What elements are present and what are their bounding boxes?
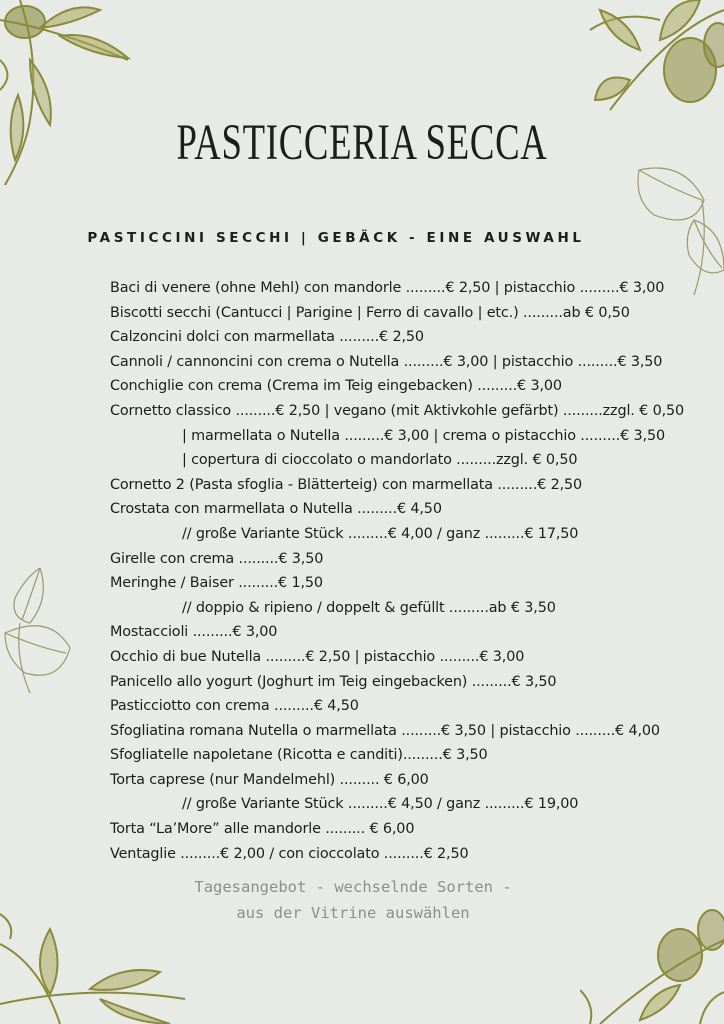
- menu-item: Biscotti secchi (Cantucci | Parigine | Ferro di cavallo | etc.) .........ab € 0,50: [110, 304, 630, 321]
- menu-item-variant: // große Variante Stück .........€ 4,50 / ganz .........€ 19,00: [182, 796, 579, 813]
- menu-item: Cornetto 2 (Pasta sfoglia - Blätterteig) con marmellata .........€ 2,50: [110, 476, 583, 493]
- menu-item: Meringhe / Baiser .........€ 1,50: [110, 575, 323, 592]
- menu-item-variant: // große Variante Stück .........€ 4,00 / ganz .........€ 17,50: [182, 525, 579, 542]
- menu-item: Panicello allo yogurt (Joghurt im Teig eingebacken) .........€ 3,50: [110, 673, 557, 690]
- menu-item-variant: | copertura di cioccolato o mandorlato .........zzgl. € 0,50: [182, 452, 578, 469]
- menu-item: Baci di venere (ohne Mehl) con mandorle .........€ 2,50 | pistacchio .........€ 3,00: [110, 280, 665, 296]
- menu-item: Sfogliatina romana Nutella o marmellata .........€ 3,50 | pistacchio .........€ 4,00: [110, 722, 660, 739]
- menu-item-variant: // doppio & ripieno / doppelt & gefüllt .........ab € 3,50: [182, 599, 556, 616]
- menu-item: Pasticciotto con crema .........€ 4,50: [110, 698, 359, 715]
- menu-item: Torta “La’More” alle mandorle ......... € 6,00: [110, 821, 415, 838]
- footer-line-1: Tagesangebot - wechselnde Sorten -: [194, 878, 512, 896]
- menu-item: Occhio di bue Nutella .........€ 2,50 | pistacchio .........€ 3,00: [110, 648, 525, 665]
- menu-item: Ventaglie .........€ 2,00 / con cioccolato .........€ 2,50: [110, 845, 469, 862]
- menu-item: Torta caprese (nur Mandelmehl) ......... € 6,00: [110, 771, 429, 788]
- page-title: PASTICCERIA SECCA: [176, 115, 548, 171]
- menu-list: [110, 276, 684, 866]
- menu-item: Calzoncini dolci con marmellata .........€ 2,50: [110, 329, 424, 346]
- menu-item: Cornetto classico .........€ 2,50 | vegano (mit Aktivkohle gefärbt) .........zzgl. € 0,50: [110, 402, 685, 419]
- menu-item: Cannoli / cannoncini con crema o Nutella .........€ 3,00 | pistacchio .........€ 3,50: [110, 353, 663, 370]
- menu-item: Conchiglie con crema (Crema im Teig eingebacken) .........€ 3,00: [110, 378, 562, 395]
- menu-item: Crostata con marmellata o Nutella .........€ 4,50: [110, 501, 442, 518]
- basil-leaves-left-icon: [0, 568, 80, 698]
- menu-item-variant: | marmellata o Nutella .........€ 3,00 | crema o pistacchio .........€ 3,50: [182, 427, 665, 444]
- olive-branch-top-right-icon: [580, 0, 724, 120]
- footer-line-2: aus der Vitrine auswählen: [236, 904, 470, 922]
- olive-branch-bottom-left-icon: [0, 904, 190, 1024]
- menu-item: Sfogliatelle napoletane (Ricotta e canditi).........€ 3,50: [110, 747, 488, 764]
- menu-subtitle: PASTICCINI SECCHI | GEBÄCK - EINE AUSWAHL: [87, 230, 585, 246]
- menu-item: Mostaccioli .........€ 3,00: [110, 624, 278, 641]
- menu-item: Girelle con crema .........€ 3,50: [110, 550, 324, 567]
